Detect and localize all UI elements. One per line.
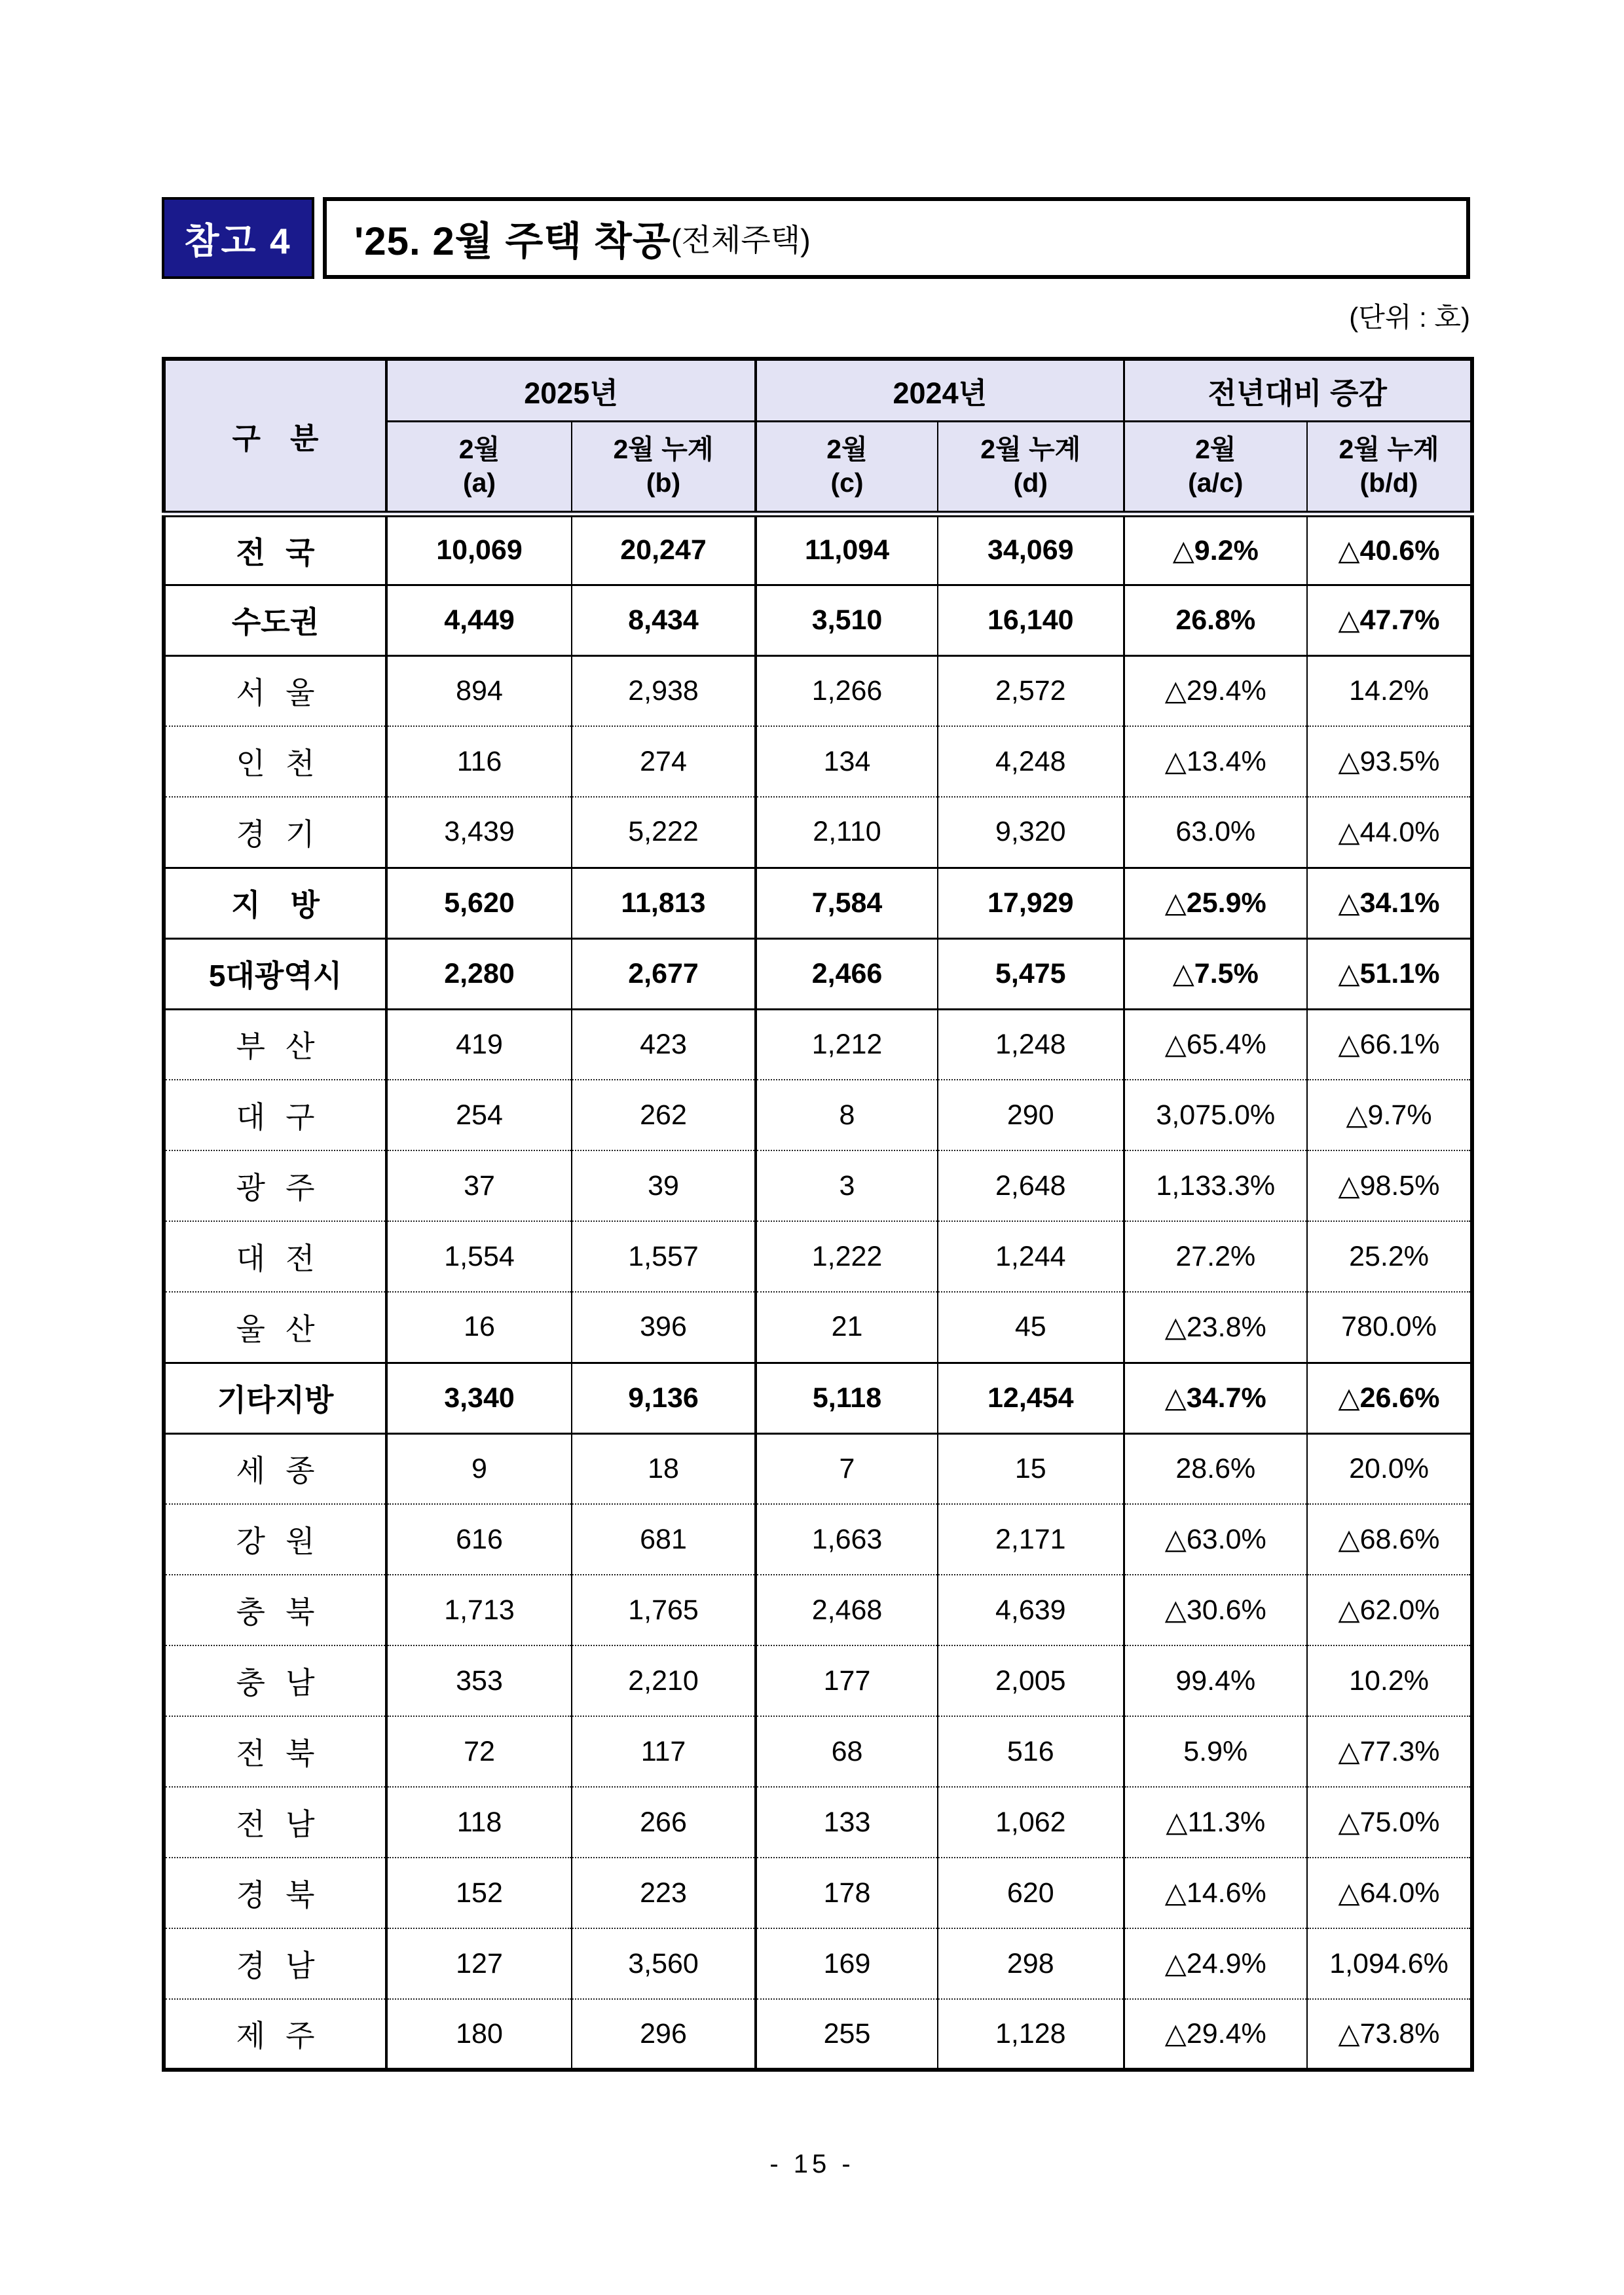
data-cell: 296 [572, 1999, 756, 2070]
data-cell: △66.1% [1307, 1009, 1472, 1080]
data-cell: △34.7% [1124, 1363, 1307, 1433]
table-row [164, 797, 1472, 868]
data-cell: 7,584 [756, 868, 938, 938]
reference-badge [162, 197, 314, 279]
data-cell: 1,212 [756, 1009, 938, 1080]
data-cell: 133 [756, 1787, 938, 1858]
page-title: '25. 2월 주택 착공 [354, 219, 671, 263]
data-cell: 1,765 [572, 1575, 756, 1645]
row-label: 전 남 [164, 1787, 386, 1858]
data-cell: 25.2% [1307, 1221, 1472, 1292]
data-cell: 3 [756, 1150, 938, 1221]
data-cell: △13.4% [1124, 726, 1307, 797]
data-cell: △14.6% [1124, 1858, 1307, 1928]
data-cell: 7 [756, 1433, 938, 1504]
table-row [164, 585, 1472, 655]
table-row [164, 1363, 1472, 1433]
data-cell: 12,454 [938, 1363, 1124, 1433]
data-cell: △62.0% [1307, 1575, 1472, 1645]
data-cell: △34.1% [1307, 868, 1472, 938]
data-cell: 5,222 [572, 797, 756, 868]
data-cell: 18 [572, 1433, 756, 1504]
data-cell: △77.3% [1307, 1716, 1472, 1787]
data-cell: 45 [938, 1292, 1124, 1363]
data-cell: △47.7% [1307, 585, 1472, 655]
row-label: 경 북 [164, 1858, 386, 1928]
data-cell: 10,069 [386, 514, 572, 585]
table-wrap [162, 357, 1470, 2072]
data-cell: 1,133.3% [1124, 1150, 1307, 1221]
data-cell: 3,439 [386, 797, 572, 868]
data-cell: 9 [386, 1433, 572, 1504]
data-cell: 2,005 [938, 1645, 1124, 1716]
data-cell: 10.2% [1307, 1645, 1472, 1716]
data-cell: △11.3% [1124, 1787, 1307, 1858]
data-cell: 15 [938, 1433, 1124, 1504]
data-cell: 681 [572, 1504, 756, 1575]
col-group-yoy-change: 전년대비 증감 [1124, 359, 1472, 421]
data-cell: 14.2% [1307, 655, 1472, 726]
data-cell: 4,248 [938, 726, 1124, 797]
data-cell: 1,128 [938, 1999, 1124, 2070]
data-cell: 290 [938, 1080, 1124, 1150]
col-header-line1: 2월 [1195, 434, 1236, 464]
table-body [164, 514, 1472, 2070]
row-label: 경 기 [164, 797, 386, 868]
col-header-2024-feb [756, 421, 938, 514]
data-cell: 1,248 [938, 1009, 1124, 1080]
data-cell: 34,069 [938, 514, 1124, 585]
table-row [164, 1645, 1472, 1716]
col-header-line2: (d) [1013, 468, 1048, 498]
housing-starts-table [162, 357, 1474, 2072]
data-cell: △40.6% [1307, 514, 1472, 585]
data-cell: 9,320 [938, 797, 1124, 868]
data-cell: 262 [572, 1080, 756, 1150]
data-cell: △44.0% [1307, 797, 1472, 868]
data-cell: 2,210 [572, 1645, 756, 1716]
table-row [164, 1999, 1472, 2070]
data-cell: 39 [572, 1150, 756, 1221]
data-cell: 3,075.0% [1124, 1080, 1307, 1150]
data-cell: 134 [756, 726, 938, 797]
table-row [164, 1928, 1472, 1999]
data-cell: △93.5% [1307, 726, 1472, 797]
data-cell: 2,110 [756, 797, 938, 868]
col-group-2024: 2024년 [756, 359, 1124, 421]
row-label: 부 산 [164, 1009, 386, 1080]
data-cell: 254 [386, 1080, 572, 1150]
row-label: 인 천 [164, 726, 386, 797]
data-cell: 16 [386, 1292, 572, 1363]
col-header-line1: 2월 [458, 434, 500, 464]
data-cell: 8,434 [572, 585, 756, 655]
data-cell: 11,094 [756, 514, 938, 585]
table-row [164, 1080, 1472, 1150]
data-cell: 894 [386, 655, 572, 726]
data-cell: 17,929 [938, 868, 1124, 938]
data-cell: △68.6% [1307, 1504, 1472, 1575]
data-cell: 28.6% [1124, 1433, 1307, 1504]
row-label: 세 종 [164, 1433, 386, 1504]
data-cell: 99.4% [1124, 1645, 1307, 1716]
data-cell: 3,340 [386, 1363, 572, 1433]
data-cell: 5,118 [756, 1363, 938, 1433]
data-cell: 1,266 [756, 655, 938, 726]
data-cell: 9,136 [572, 1363, 756, 1433]
row-label: 충 남 [164, 1645, 386, 1716]
table-row [164, 726, 1472, 797]
data-cell: 8 [756, 1080, 938, 1150]
data-cell: 20.0% [1307, 1433, 1472, 1504]
col-header-2025-feb [386, 421, 572, 514]
data-cell: 1,557 [572, 1221, 756, 1292]
table-row [164, 1858, 1472, 1928]
data-cell: △9.2% [1124, 514, 1307, 585]
data-cell: 2,171 [938, 1504, 1124, 1575]
data-cell: 3,560 [572, 1928, 756, 1999]
col-header-line2: (b/d) [1359, 468, 1418, 498]
row-label: 5대광역시 [164, 938, 386, 1009]
data-cell: △9.7% [1307, 1080, 1472, 1150]
data-cell: 1,062 [938, 1787, 1124, 1858]
data-cell: 1,554 [386, 1221, 572, 1292]
row-label: 서 울 [164, 655, 386, 726]
data-cell: △75.0% [1307, 1787, 1472, 1858]
page-title-suffix: (전체주택) [671, 223, 811, 257]
row-label: 울 산 [164, 1292, 386, 1363]
data-cell: 353 [386, 1645, 572, 1716]
data-cell: 37 [386, 1150, 572, 1221]
data-cell: △51.1% [1307, 938, 1472, 1009]
data-cell: 516 [938, 1716, 1124, 1787]
data-cell: △7.5% [1124, 938, 1307, 1009]
data-cell: 26.8% [1124, 585, 1307, 655]
data-cell: 20,247 [572, 514, 756, 585]
data-cell: 118 [386, 1787, 572, 1858]
data-cell: 72 [386, 1716, 572, 1787]
data-cell: 780.0% [1307, 1292, 1472, 1363]
data-cell: △65.4% [1124, 1009, 1307, 1080]
col-header-line2: (a/c) [1188, 468, 1244, 498]
data-cell: 266 [572, 1787, 756, 1858]
table-row [164, 1009, 1472, 1080]
row-label: 충 북 [164, 1575, 386, 1645]
col-header-yoy-feb-cum [1307, 421, 1472, 514]
row-label: 경 남 [164, 1928, 386, 1999]
row-label: 광 주 [164, 1150, 386, 1221]
data-cell: 255 [756, 1999, 938, 2070]
data-cell: 5,620 [386, 868, 572, 938]
data-cell: 396 [572, 1292, 756, 1363]
data-cell: △29.4% [1124, 655, 1307, 726]
data-cell: 4,449 [386, 585, 572, 655]
col-header-line1: 2월 누계 [613, 434, 714, 464]
page-number: - 15 - [769, 2150, 855, 2178]
data-cell: △73.8% [1307, 1999, 1472, 2070]
table-row [164, 868, 1472, 938]
table-row [164, 1292, 1472, 1363]
col-header-line2: (c) [830, 468, 864, 498]
data-cell: 2,280 [386, 938, 572, 1009]
data-cell: 1,663 [756, 1504, 938, 1575]
data-cell: 620 [938, 1858, 1124, 1928]
data-cell: △26.6% [1307, 1363, 1472, 1433]
col-header-line1: 2월 누계 [980, 434, 1081, 464]
row-label: 대 전 [164, 1221, 386, 1292]
data-cell: △25.9% [1124, 868, 1307, 938]
data-cell: 68 [756, 1716, 938, 1787]
data-cell: △24.9% [1124, 1928, 1307, 1999]
col-header-line1: 2월 누계 [1338, 434, 1439, 464]
unit-note: (단위 : 호) [1349, 302, 1470, 333]
data-cell: 2,938 [572, 655, 756, 726]
col-header-yoy-feb [1124, 421, 1307, 514]
data-cell: 117 [572, 1716, 756, 1787]
row-label: 제 주 [164, 1999, 386, 2070]
data-cell: 127 [386, 1928, 572, 1999]
col-group-2025: 2025년 [386, 359, 756, 421]
row-label: 전 북 [164, 1716, 386, 1787]
table-row [164, 1433, 1472, 1504]
col-header-line2: (a) [462, 468, 496, 498]
data-cell: 63.0% [1124, 797, 1307, 868]
data-cell: 274 [572, 726, 756, 797]
data-cell: 21 [756, 1292, 938, 1363]
data-cell: 1,713 [386, 1575, 572, 1645]
data-cell: 2,468 [756, 1575, 938, 1645]
row-label: 기타지방 [164, 1363, 386, 1433]
col-header-2024-feb-cum [938, 421, 1124, 514]
table-row [164, 514, 1472, 585]
row-label: 전 국 [164, 514, 386, 585]
col-header-2025-feb-cum [572, 421, 756, 514]
data-cell: 1,222 [756, 1221, 938, 1292]
data-cell: 116 [386, 726, 572, 797]
data-cell: 419 [386, 1009, 572, 1080]
col-header-line2: (b) [646, 468, 681, 498]
table-header [164, 359, 1472, 514]
data-cell: 2,466 [756, 938, 938, 1009]
data-cell: △64.0% [1307, 1858, 1472, 1928]
data-cell: 180 [386, 1999, 572, 2070]
data-cell: △23.8% [1124, 1292, 1307, 1363]
col-header-line1: 2월 [826, 434, 868, 464]
data-cell: 16,140 [938, 585, 1124, 655]
data-cell: 223 [572, 1858, 756, 1928]
table-row [164, 1221, 1472, 1292]
header-group-row [164, 359, 1472, 421]
data-cell: 298 [938, 1928, 1124, 1999]
data-cell: 11,813 [572, 868, 756, 938]
table-row [164, 655, 1472, 726]
data-cell: △63.0% [1124, 1504, 1307, 1575]
data-cell: 5,475 [938, 938, 1124, 1009]
data-cell: 27.2% [1124, 1221, 1307, 1292]
table-row [164, 1150, 1472, 1221]
data-cell: 177 [756, 1645, 938, 1716]
table-row [164, 1504, 1472, 1575]
data-cell: 616 [386, 1504, 572, 1575]
data-cell: △98.5% [1307, 1150, 1472, 1221]
row-label: 강 원 [164, 1504, 386, 1575]
row-label: 수도권 [164, 585, 386, 655]
data-cell: 1,094.6% [1307, 1928, 1472, 1999]
table-row [164, 1787, 1472, 1858]
data-cell: 2,677 [572, 938, 756, 1009]
row-label: 대 구 [164, 1080, 386, 1150]
data-cell: 1,244 [938, 1221, 1124, 1292]
title-box [323, 197, 1470, 279]
data-cell: 169 [756, 1928, 938, 1999]
data-cell: 3,510 [756, 585, 938, 655]
row-label: 지 방 [164, 868, 386, 938]
table-row [164, 938, 1472, 1009]
col-header-category: 구 분 [164, 359, 386, 514]
data-cell: 2,648 [938, 1150, 1124, 1221]
data-cell: 2,572 [938, 655, 1124, 726]
data-cell: 152 [386, 1858, 572, 1928]
table-row [164, 1575, 1472, 1645]
data-cell: △29.4% [1124, 1999, 1307, 2070]
data-cell: 4,639 [938, 1575, 1124, 1645]
table-row [164, 1716, 1472, 1787]
reference-badge-label: 참고 4 [184, 221, 292, 261]
data-cell: △30.6% [1124, 1575, 1307, 1645]
data-cell: 423 [572, 1009, 756, 1080]
data-cell: 5.9% [1124, 1716, 1307, 1787]
data-cell: 178 [756, 1858, 938, 1928]
